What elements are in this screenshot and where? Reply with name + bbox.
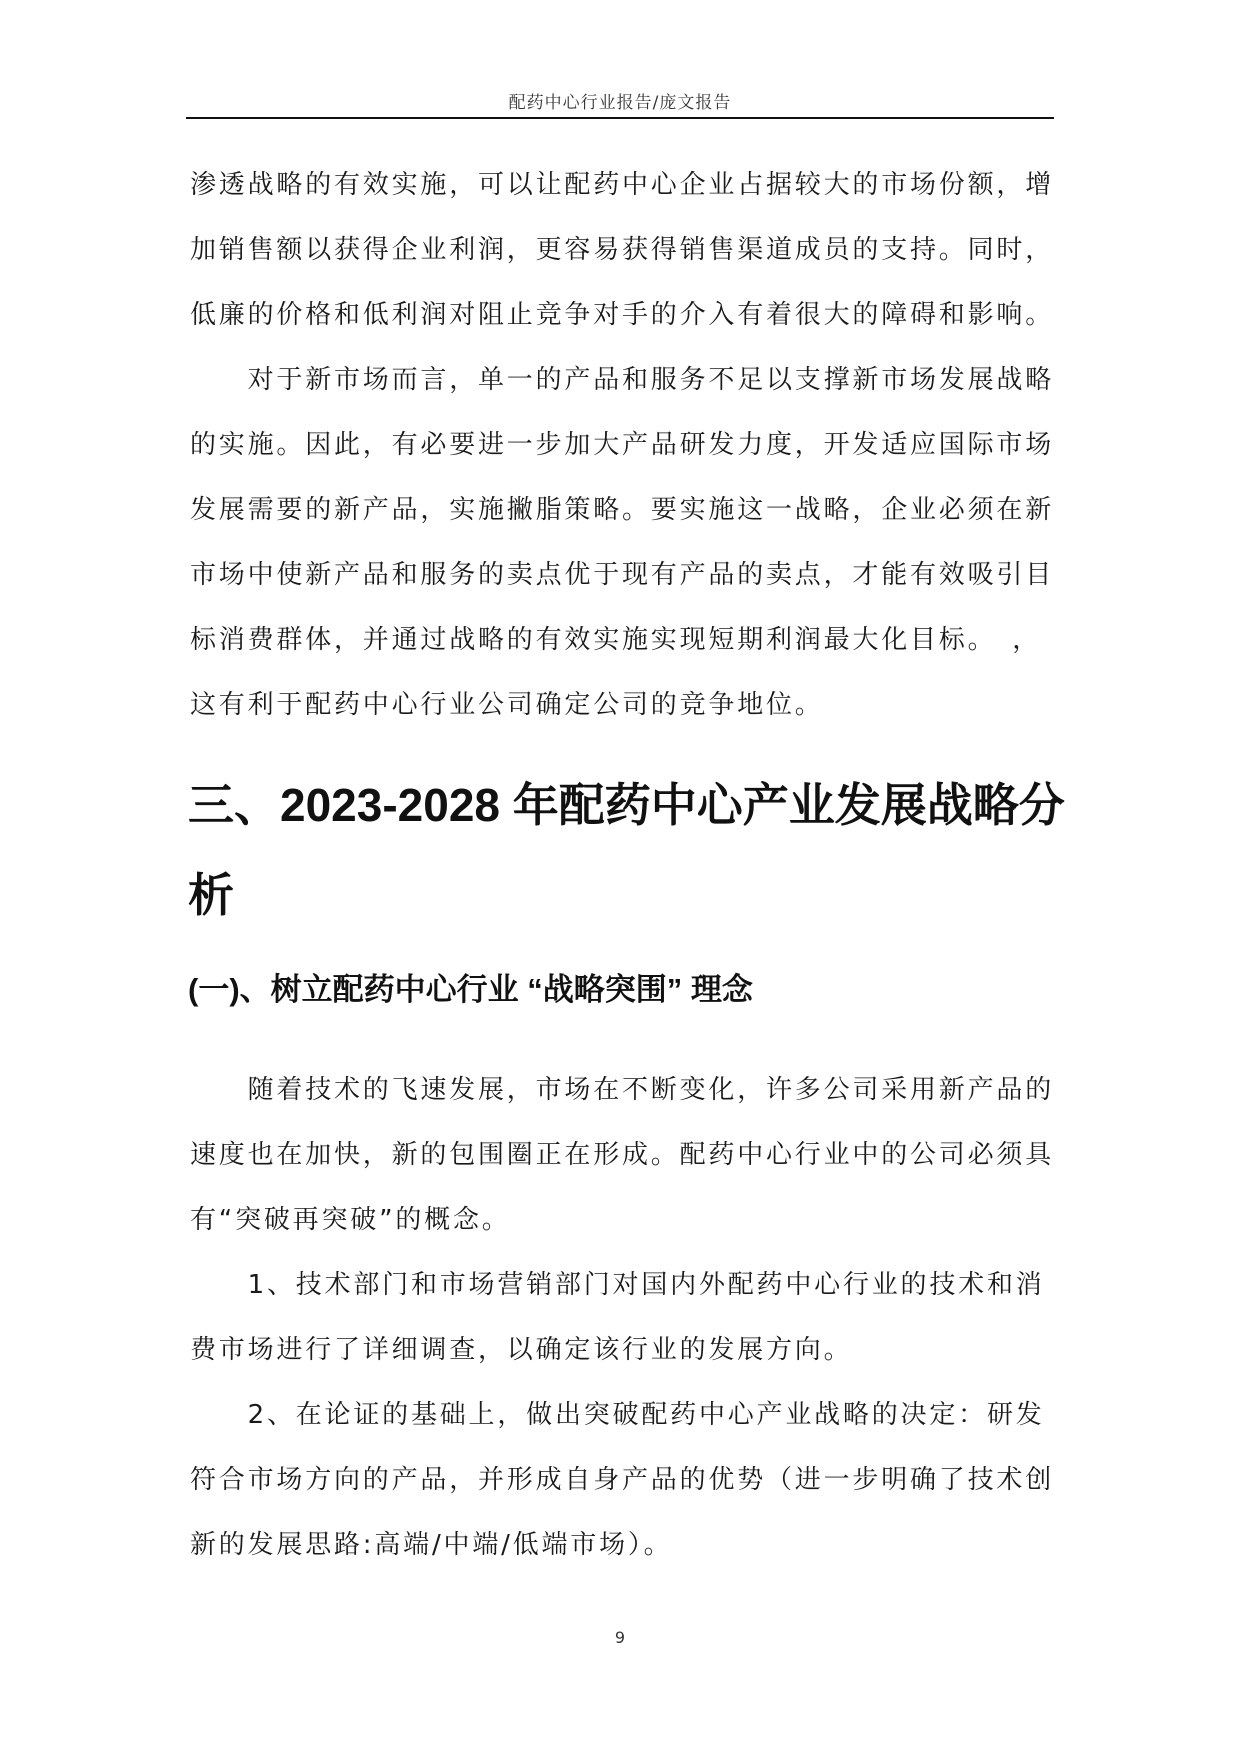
paragraph-point-1 bbox=[190, 1253, 1070, 1383]
paragraph-line: 对于新市场而言，单一的产品和服务不足以支撑新市场发展战略 bbox=[190, 365, 1055, 395]
paragraph-line: 发展需要的新产品，实施撇脂策略。要实施这一战略，企业必须在新 bbox=[190, 495, 1055, 525]
paragraph-line: 这有利于配药中心行业公司确定公司的竞争地位。 bbox=[190, 690, 824, 720]
paragraph-line: 加销售额以获得企业利润，更容易获得销售渠道成员的支持。同时， bbox=[190, 235, 1055, 265]
subsection-heading: (一)、树立配药中心行业 “战略突围” 理念 bbox=[188, 972, 753, 1007]
section-heading-line: 析 bbox=[188, 869, 234, 921]
paragraph-line: 标消费群体，并通过战略的有效实施实现短期利润最大化目标。 ， bbox=[190, 625, 1042, 655]
paragraph-line: 随着技术的飞速发展，市场在不断变化，许多公司采用新产品的 bbox=[190, 1075, 1055, 1105]
page-number: 9 bbox=[614, 1628, 626, 1647]
paragraph-line: 费市场进行了详细调查，以确定该行业的发展方向。 bbox=[190, 1335, 853, 1365]
paragraph-line: 速度也在加快，新的包围圈正在形成。配药中心行业中的公司必须具 bbox=[190, 1140, 1055, 1170]
paragraph-new-market bbox=[190, 348, 1070, 738]
page-header: 配药中心行业报告/庞文报告 bbox=[508, 93, 732, 113]
header-divider bbox=[186, 117, 1054, 119]
paragraph-line: 低廉的价格和低利润对阻止竞争对手的介入有着很大的障碍和影响。 bbox=[190, 300, 1055, 330]
paragraph-tech-development bbox=[190, 1058, 1070, 1253]
paragraph-line: 的实施。因此，有必要进一步加大产品研发力度，开发适应国际市场 bbox=[190, 430, 1055, 460]
paragraph-line: 市场中使新产品和服务的卖点优于现有产品的卖点，才能有效吸引目 bbox=[190, 560, 1055, 590]
paragraph-line: 2、在论证的基础上，做出突破配药中心产业战略的决定：研发 bbox=[190, 1400, 1045, 1430]
paragraph-line: 新的发展思路:高端/中端/低端市场）。 bbox=[190, 1530, 673, 1560]
section-heading-line: 三、2023-2028 年配药中心产业发展战略分 bbox=[188, 779, 1065, 831]
paragraph-line: 1、技术部门和市场营销部门对国内外配药中心行业的技术和消 bbox=[190, 1270, 1045, 1300]
paragraph-line: 渗透战略的有效实施，可以让配药中心企业占据较大的市场份额，增 bbox=[190, 170, 1055, 200]
paragraph-point-2 bbox=[190, 1383, 1070, 1578]
section-heading bbox=[188, 760, 1068, 940]
paragraph-line: 有“突破再突破”的概念。 bbox=[190, 1205, 511, 1235]
paragraph-penetration-strategy bbox=[190, 153, 1070, 348]
paragraph-line: 符合市场方向的产品，并形成自身产品的优势（进一步明确了技术创 bbox=[190, 1465, 1055, 1495]
